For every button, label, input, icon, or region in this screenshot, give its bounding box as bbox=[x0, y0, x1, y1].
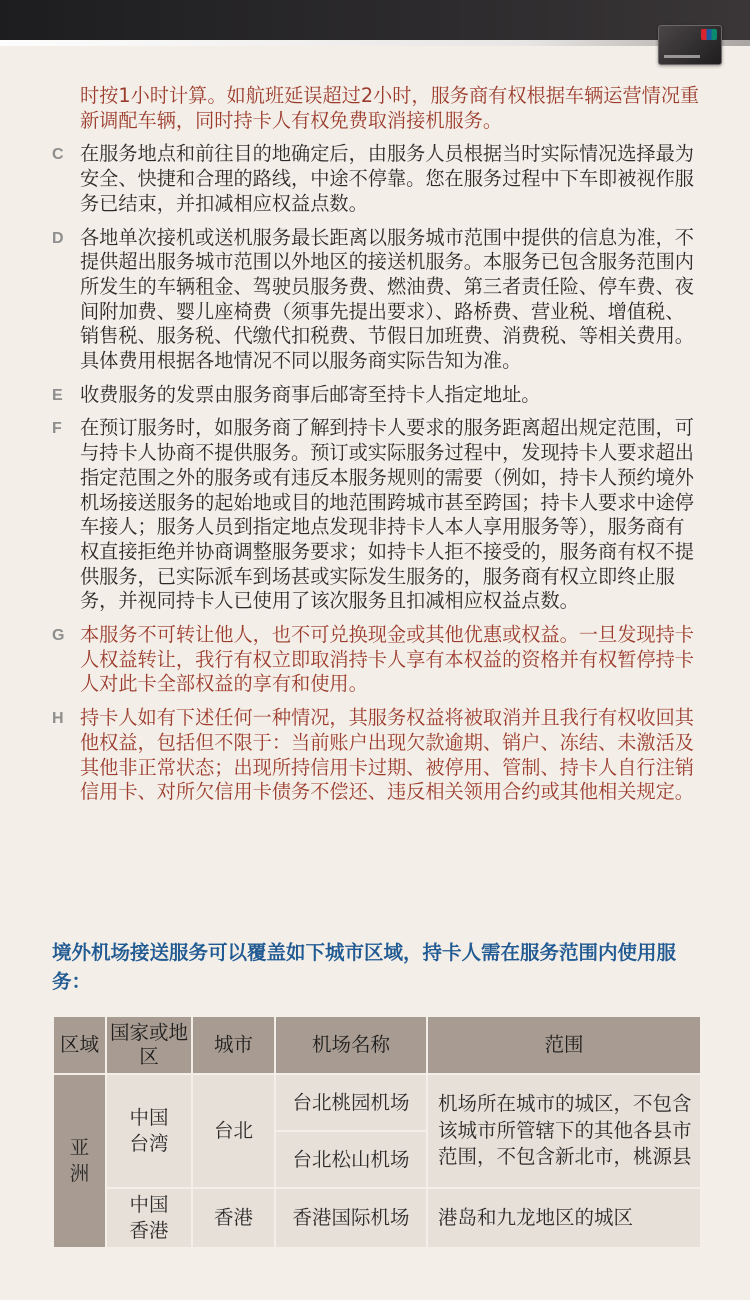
header-region: 区域 bbox=[53, 1016, 106, 1074]
table-row bbox=[53, 1188, 701, 1248]
top-banner-divider bbox=[0, 40, 750, 46]
header-country: 国家或地区 bbox=[106, 1016, 192, 1074]
term-item-f bbox=[52, 416, 702, 614]
coverage-table bbox=[52, 1015, 702, 1249]
range-cell: 机场所在城市的城区，不包含该城市所管辖下的其他各县市范围，不包含新北市，桃源县 bbox=[427, 1074, 701, 1188]
term-letter: H bbox=[52, 710, 64, 728]
range-cell: 港岛和九龙地区的城区 bbox=[427, 1188, 701, 1248]
credit-card-icon bbox=[658, 25, 722, 65]
city-cell: 台北 bbox=[192, 1074, 275, 1188]
term-letter: G bbox=[52, 627, 65, 645]
city-cell: 香港 bbox=[192, 1188, 275, 1248]
airport-cell: 香港国际机场 bbox=[275, 1188, 427, 1248]
airport-cell: 台北松山机场 bbox=[275, 1131, 427, 1188]
term-continuation: 时按1小时计算。如航班延误超过2小时，服务商有权根据车辆运营情况重新调配车辆，同时持卡人有权免费取消接机服务。 bbox=[80, 84, 700, 132]
top-banner bbox=[0, 0, 750, 40]
table-header-row bbox=[53, 1016, 701, 1074]
term-item-h bbox=[52, 706, 702, 805]
term-text: 本服务不可转让他人，也不可兑换现金或其他优惠或权益。一旦发现持卡人权益转让，我行有权立即取消持卡人享有本权益的资格并有权暂停持卡人对此卡全部权益的享有和使用。 bbox=[80, 623, 694, 696]
country-cell: 中国香港 bbox=[106, 1188, 192, 1248]
term-letter: D bbox=[52, 229, 64, 247]
term-letter: F bbox=[52, 420, 62, 438]
header-range: 范围 bbox=[427, 1016, 701, 1074]
term-letter: C bbox=[52, 146, 64, 164]
term-text: 持卡人如有下述任何一种情况，其服务权益将被取消并且我行有权收回其他权益，包括但不限于：当前账户出现欠款逾期、销户、冻结、未激活及其他非正常状态；出现所持信用卡过期、被停用、管制、持卡人自行注销信用卡、对所欠信用卡债务不偿还、违反相关领用合约或其他相关规定。 bbox=[80, 706, 694, 804]
header-airport: 机场名称 bbox=[275, 1016, 427, 1074]
terms-list bbox=[52, 84, 702, 814]
term-text: 在服务地点和前往目的地确定后，由服务人员根据当时实际情况选择最为安全、快捷和合理的路线，中途不停靠。您在服务过程中下车即被视作服务已结束，并扣减相应权益点数。 bbox=[80, 142, 694, 215]
coverage-title: 境外机场接送服务可以覆盖如下城市区域，持卡人需在服务范围内使用服务： bbox=[52, 941, 677, 993]
card-stripe bbox=[664, 55, 700, 58]
table-row bbox=[53, 1074, 701, 1131]
term-item-g bbox=[52, 623, 702, 697]
unionpay-logo-icon bbox=[701, 29, 717, 40]
term-item-d bbox=[52, 226, 702, 374]
airport-cell: 台北桃园机场 bbox=[275, 1074, 427, 1131]
term-text: 收费服务的发票由服务商事后邮寄至持卡人指定地址。 bbox=[80, 382, 541, 406]
region-cell: 亚洲 bbox=[53, 1074, 106, 1248]
term-text: 在预订服务时，如服务商了解到持卡人要求的服务距离超出规定范围，可与持卡人协商不提供服务。预订或实际服务过程中，发现持卡人要求超出指定范围之外的服务或有违反本服务规则的需要（例如，持卡人预约境外机场接送服务的起始地或目的地范围跨城市甚至跨国；持卡人要求中途停车接人；服务人员到指定地点发现非持卡人本人享用服务等），服务商有权直接拒绝并协商调整服务要求；如持卡人拒不接受的，服务商有权不提供服务，已实际派车到场甚或实际发生服务的，服务商有权立即终止服务，并视同持卡人已使用了该次服务且扣减相应权益点数。 bbox=[80, 416, 694, 613]
term-text: 各地单次接机或送机服务最长距离以服务城市范围中提供的信息为准，不提供超出服务城市范围以外地区的接送机服务。本服务已包含服务范围内所发生的车辆租金、驾驶员服务费、燃油费、第三者责任险、停车费、夜间附加费、婴儿座椅费（须事先提出要求）、路桥费、营业税、增值税、销售税、服务税、代缴代扣税费、节假日加班费、消费税、等相关费用。具体费用根据各地情况不同以服务商实际告知为准。 bbox=[80, 225, 694, 373]
term-item-e bbox=[52, 383, 702, 408]
term-item-c bbox=[52, 142, 702, 216]
header-city: 城市 bbox=[192, 1016, 275, 1074]
country-cell: 中国台湾 bbox=[106, 1074, 192, 1188]
term-letter: E bbox=[52, 386, 63, 404]
